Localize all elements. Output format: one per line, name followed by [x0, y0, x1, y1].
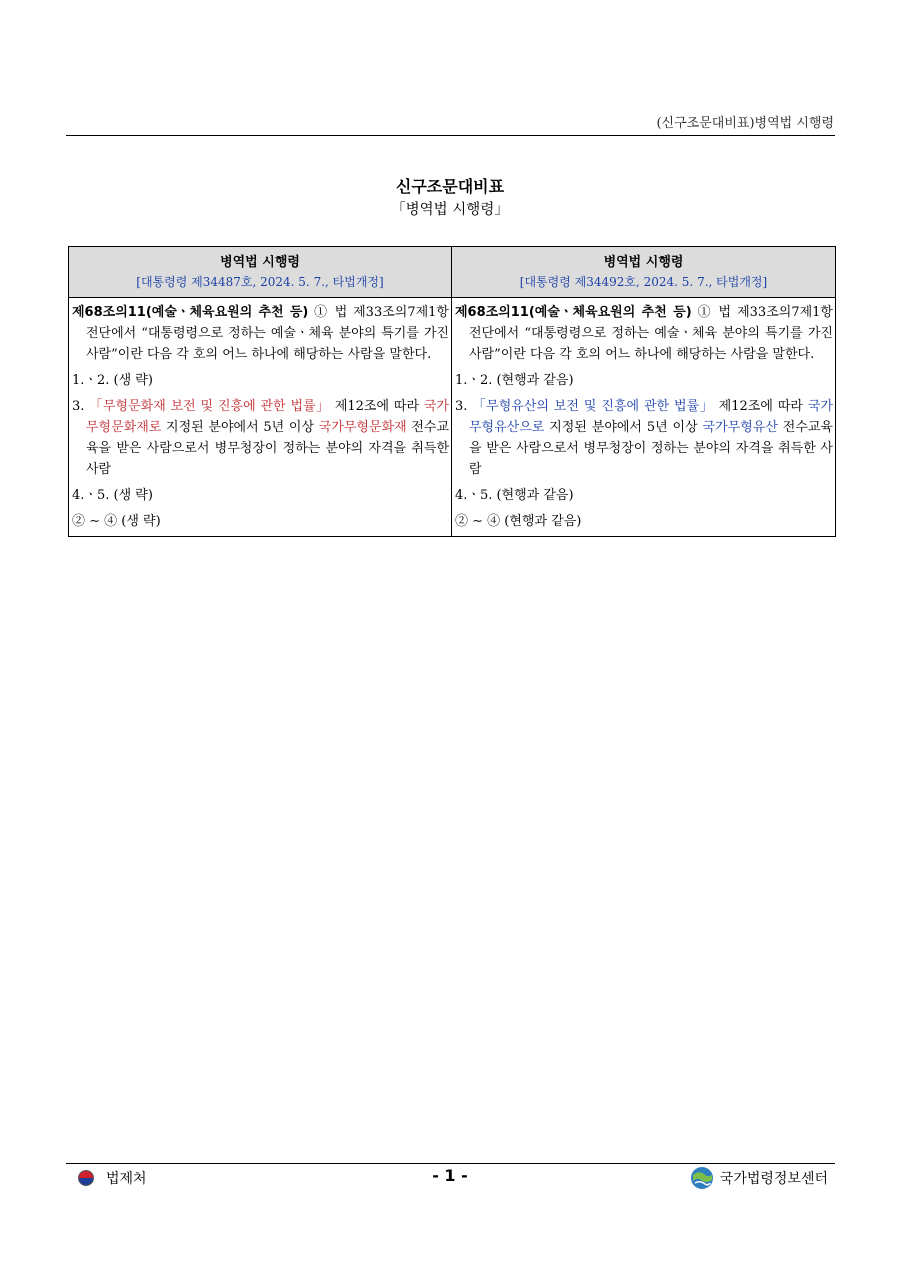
comparison-table — [68, 246, 836, 537]
item-3-text: 전수교육을 받은 사람으로서 병무청장이 정하는 분야의 자격을 취득한 사람 — [86, 420, 449, 477]
running-header: (신구조문대비표)병역법 시행령 — [656, 116, 834, 131]
footer-rule — [66, 1163, 835, 1164]
item-3-text: 전수교육을 받은 사람으로서 병무청장이 정하는 분야의 자격을 취득한 사람 — [469, 420, 833, 477]
changed-term: 국가무형문화재로 — [86, 399, 449, 435]
changed-term: 국가무형문화재 — [318, 420, 407, 435]
item-3 — [72, 396, 449, 480]
article-body: ① 법 제33조의7제1항 전단에서 “대통령령으로 정하는 예술ㆍ체육 분야의 특기를 가진 사람”이란 다음 각 호의 어느 하나에 해당하는 사람을 말한다. — [86, 305, 449, 362]
item-3-text: 제12조에 따라 — [329, 399, 424, 414]
items-1-2: 1.ㆍ2. (현행과 같음) — [455, 373, 574, 388]
items-4-5: 4.ㆍ5. (현행과 같음) — [455, 488, 574, 503]
header-rule — [66, 135, 835, 136]
item-3-text: 지정된 분야에서 5년 이상 — [544, 420, 703, 435]
article-paragraph-1 — [455, 302, 833, 365]
old-law-title: 병역법 시행령 — [220, 255, 300, 270]
paragraphs-2-4: ② ∼ ④ (생 략) — [72, 514, 161, 529]
item-3 — [455, 396, 833, 480]
old-law-cell — [69, 298, 452, 537]
old-law-reference: [대통령령 제34487호, 2024. 5. 7., 타법개정] — [136, 275, 384, 289]
table-row — [69, 298, 836, 537]
article-heading: 제68조의11(예술ㆍ체육요원의 추천 등) — [455, 305, 692, 320]
item-3-number: 3. — [455, 399, 473, 414]
footer-org-label: 법제처 — [106, 1171, 147, 1187]
new-law-reference: [대통령령 제34492호, 2024. 5. 7., 타법개정] — [519, 275, 768, 289]
article-body: ① 법 제33조의7제1항 전단에서 “대통령령으로 정하는 예술ㆍ체육 분야의 특기를 가진 사람”이란 다음 각 호의 어느 하나에 해당하는 사람을 말한다. — [469, 305, 833, 362]
new-law-header — [452, 247, 836, 298]
document-title: 신구조문대비표 — [395, 177, 505, 196]
item-3-text: 제12조에 따라 — [713, 399, 808, 414]
changed-term: 국가무형유산으로 — [469, 399, 833, 435]
new-law-title: 병역법 시행령 — [603, 255, 684, 270]
paragraphs-2-4: ② ∼ ④ (현행과 같음) — [455, 514, 582, 529]
article-paragraph-1 — [72, 302, 449, 365]
item-3-text: 지정된 분야에서 5년 이상 — [161, 420, 319, 435]
old-law-header — [69, 247, 452, 298]
footer-center-label: 국가법령정보센터 — [719, 1171, 828, 1187]
footer-right — [690, 1166, 828, 1190]
changed-term: 국가무형유산 — [702, 420, 778, 435]
item-3-number: 3. — [72, 399, 90, 414]
article-heading: 제68조의11(예술ㆍ체육요원의 추천 등) — [72, 305, 309, 320]
page-number: - 1 - — [432, 1166, 468, 1185]
changed-law-name: 「무형유산의 보전 및 진흥에 관한 법률」 — [472, 399, 714, 414]
globe-icon — [690, 1166, 714, 1190]
new-law-cell — [452, 298, 836, 537]
items-4-5: 4.ㆍ5. (생 략) — [72, 488, 153, 503]
changed-law-name: 「무형문화재 보전 및 진흥에 관한 법률」 — [89, 399, 330, 414]
items-1-2: 1.ㆍ2. (생 략) — [72, 373, 153, 388]
table-header-row — [69, 247, 836, 298]
document-subtitle: 「병역법 시행령」 — [391, 202, 509, 218]
